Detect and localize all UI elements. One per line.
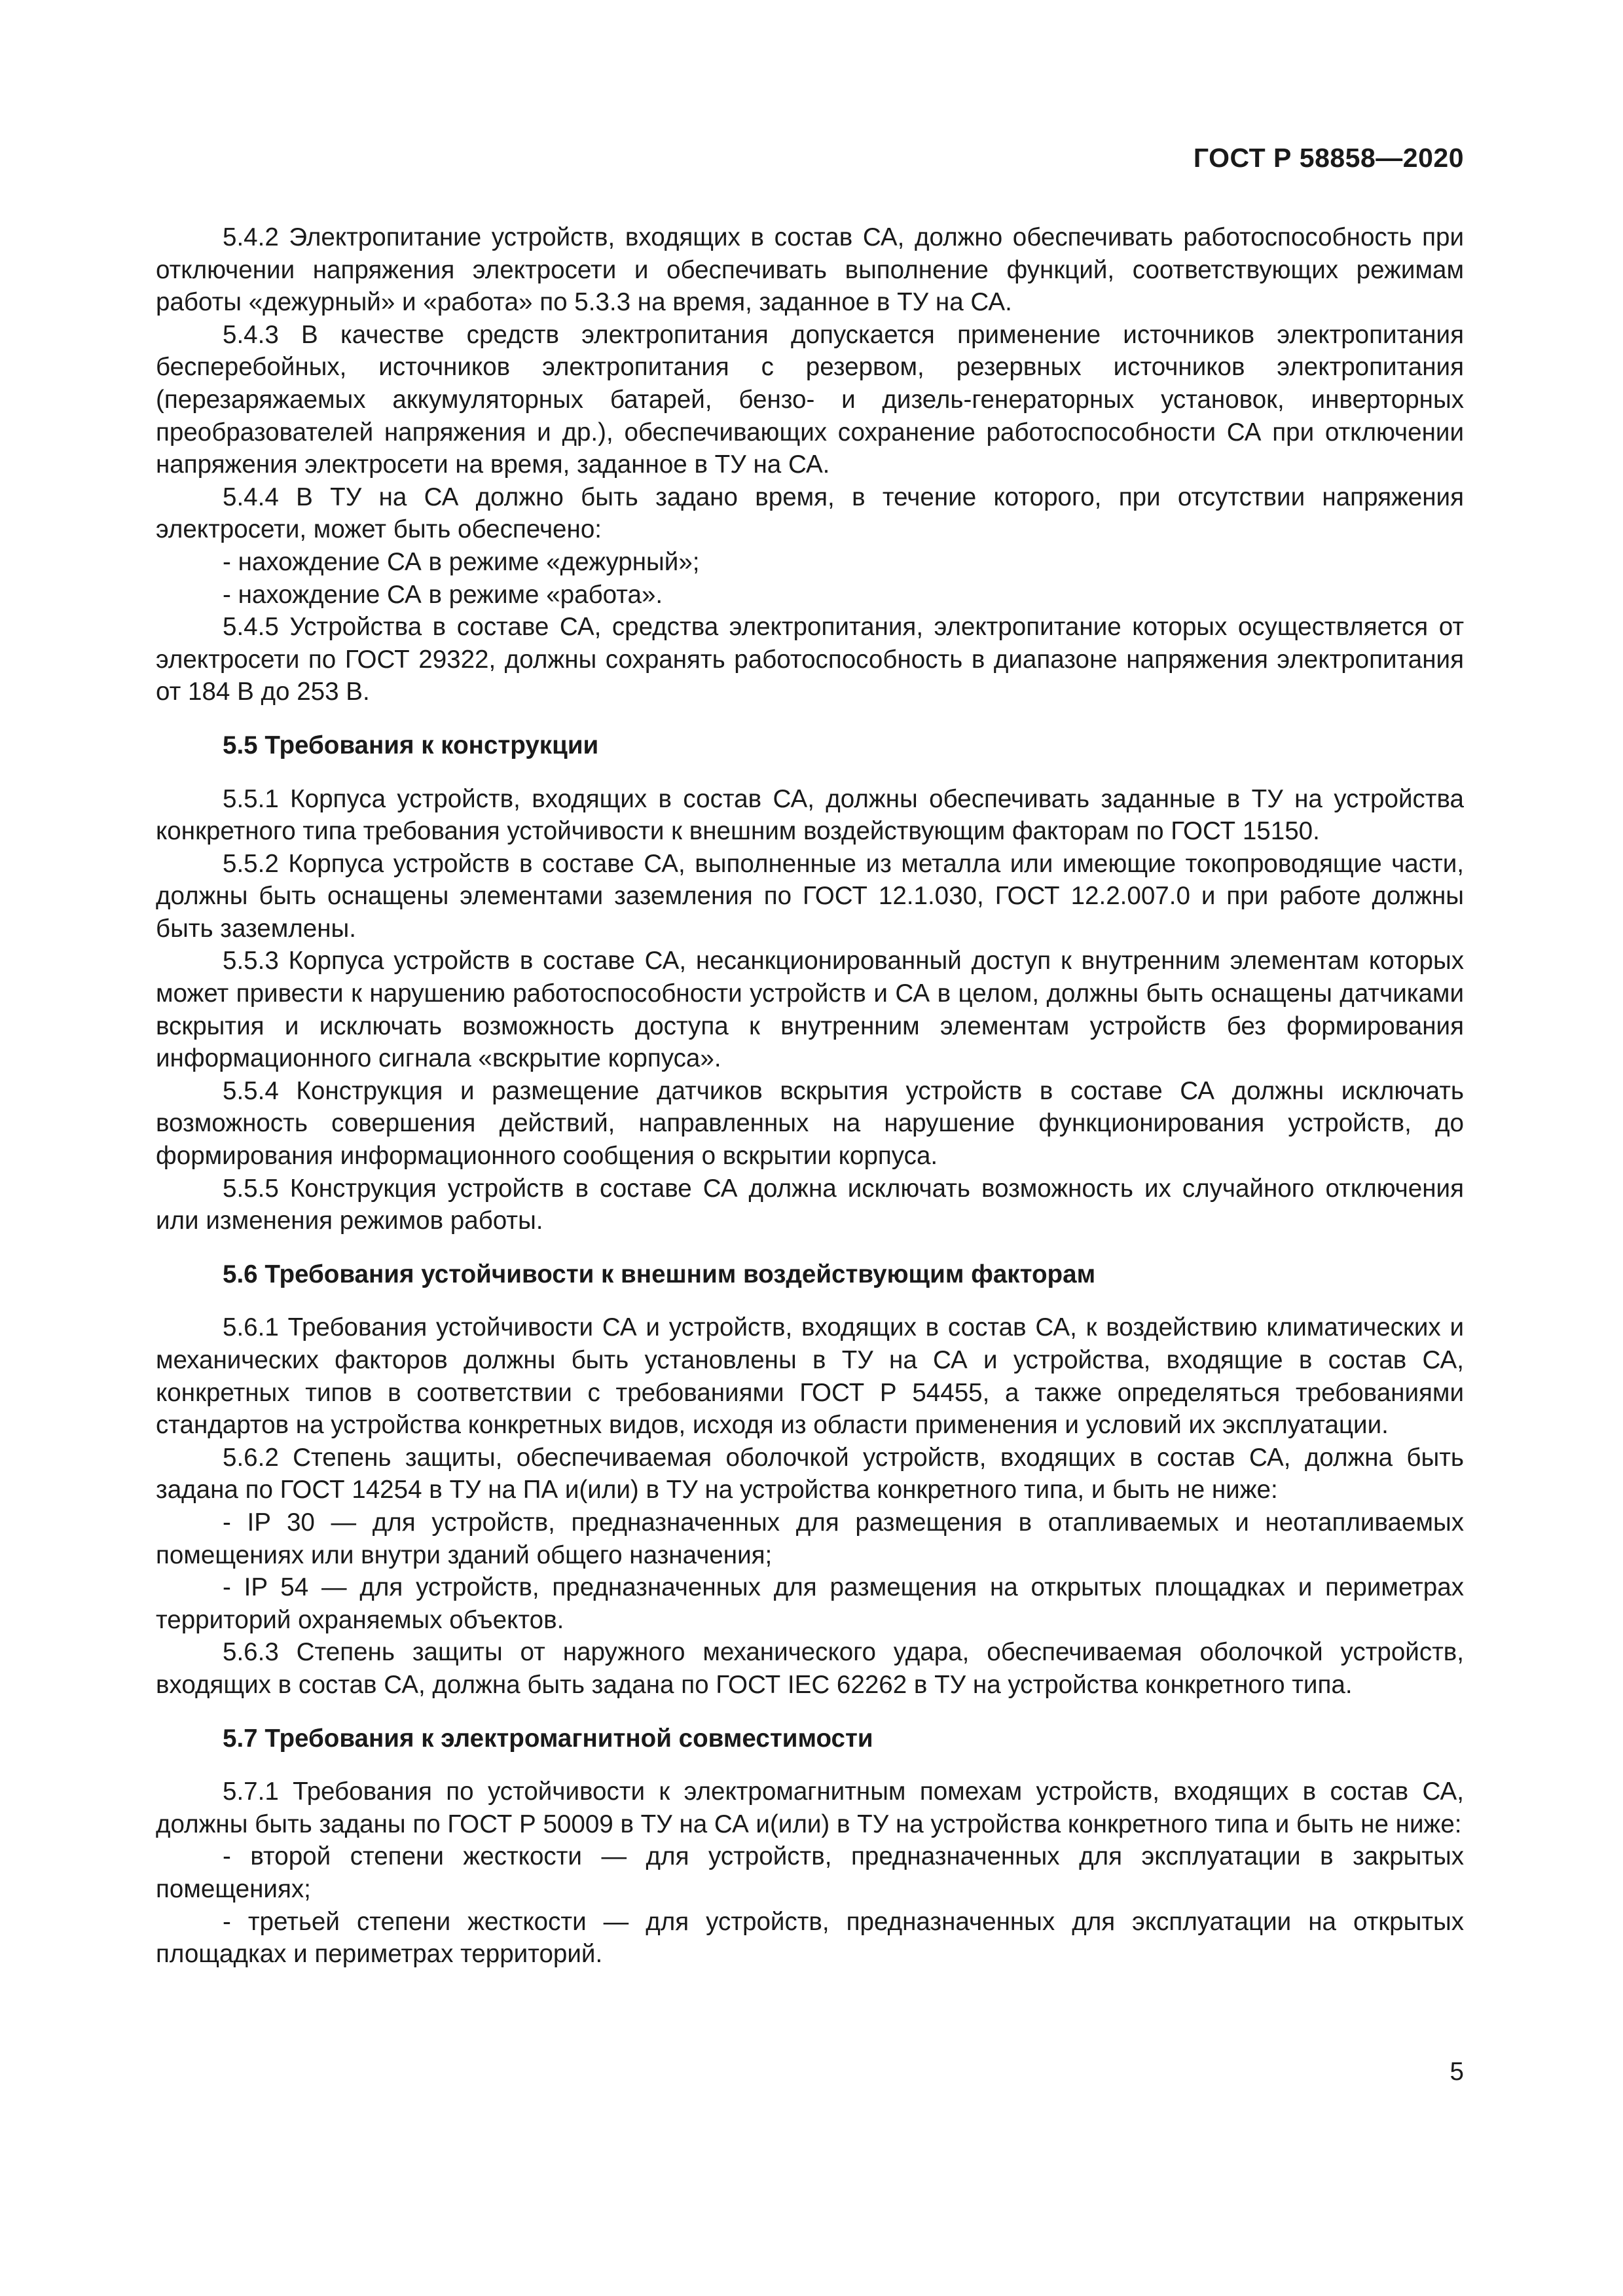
paragraph-5-5-2: 5.5.2 Корпуса устройств в составе СА, выполненные из металла или имеющие токопроводящие части, должны быть оснащены элементами заземления по ГОСТ 12.1.030, ГОСТ 12.2.007.0 и при работе должны быть заземлены. [156,849,1464,943]
paragraph-5-6-2: 5.6.2 Степень защиты, обеспечиваемая оболочкой устройств, входящих в состав СА, должна быть задана по ГОСТ 14254 в ТУ на ПА и(или) в ТУ на устройства конкретного типа, и быть не ниже: [156,1443,1464,1504]
list-item: - второй степени жесткости — для устройств, предназначенных для эксплуатации в закрытых помещениях; [156,1842,1464,1903]
list-item: - нахождение СА в режиме «дежурный»; [223,547,700,576]
document-body [156,221,1464,1971]
paragraph-5-4-2: 5.4.2 Электропитание устройств, входящих в состав СА, должно обеспечивать работоспособность при отключении напряжения электросети и обеспечивать выполнение функций, соответствующих режимам работы «дежурный» и «работа» по 5.3.3 на время, заданное в ТУ на СА. [156,223,1464,317]
list-item: - IP 54 — для устройств, предназначенных для размещения на открытых площадках и периметрах территорий охраняемых объектов. [156,1573,1464,1634]
section-heading-5-7: 5.7 Требования к электромагнитной совместимости [223,1724,873,1753]
section-heading-5-5: 5.5 Требования к конструкции [223,731,599,759]
paragraph-5-5-5: 5.5.5 Конструкция устройств в составе СА должна исключать возможность их случайного отключения или изменения режимов работы. [156,1174,1464,1235]
paragraph-5-5-4: 5.5.4 Конструкция и размещение датчиков вскрытия устройств в составе СА должны исключать возможность совершения действий, направленных на нарушение функционирования устройств, до формирования информационного сообщения о вскрытии корпуса. [156,1076,1464,1171]
list-item: - нахождение СА в режиме «работа». [223,580,663,609]
list-item: - третьей степени жесткости — для устройств, предназначенных для эксплуатации на открытых площадках и периметрах территорий. [156,1907,1464,1969]
list-item: - IP 30 — для устройств, предназначенных для размещения в отапливаемых и неотапливаемых помещениях или внутри зданий общего назначения; [156,1508,1464,1569]
section-heading-5-6: 5.6 Требования устойчивости к внешним воздействующим факторам [223,1260,1096,1288]
paragraph-5-6-3: 5.6.3 Степень защиты от наружного механического удара, обеспечиваемая оболочкой устройств, входящих в состав СА, должна быть задана по ГОСТ IEC 62262 в ТУ на устройства конкретного типа. [156,1638,1464,1699]
paragraph-5-6-1: 5.6.1 Требования устойчивости СА и устройств, входящих в состав СА, к воздействию климатических и механических факторов должны быть установлены в ТУ на СА и устройства, входящие в состав СА, конкретных типов в соответствии с требованиями ГОСТ Р 54455, а также определяться требованиями стандартов на устройства конкретных видов, исходя из области применения и условий их эксплуатации. [156,1313,1464,1440]
paragraph-5-7-1: 5.7.1 Требования по устойчивости к электромагнитным помехам устройств, входящих в состав СА, должны быть заданы по ГОСТ Р 50009 в ТУ на СА и(или) в ТУ на устройства конкретного типа и быть не ниже: [156,1777,1464,1838]
document-code-header: ГОСТ Р 58858—2020 [1193,143,1464,173]
paragraph-5-4-3: 5.4.3 В качестве средств электропитания допускается применение источников электропитания бесперебойных, источников электропитания с резервом, резервных источников электропитания (перезаряжаемых аккумуляторных батарей, бензо- и дизель-генераторных установок, инверторных преобразователей напряжения и др.), обеспечивающих сохранение работоспособности СА при отключении напряжения электросети на время, заданное в ТУ на СА. [156,320,1464,479]
paragraph-5-4-4: 5.4.4 В ТУ на СА должно быть задано время, в течение которого, при отсутствии напряжения электросети, может быть обеспечено: [156,483,1464,544]
paragraph-5-5-1: 5.5.1 Корпуса устройств, входящих в состав СА, должны обеспечивать заданные в ТУ на устройства конкретного типа требования устойчивости к внешним воздействующим факторам по ГОСТ 15150. [156,784,1464,846]
paragraph-5-4-5: 5.4.5 Устройства в составе СА, средства электропитания, электропитание которых осуществляется от электросети по ГОСТ 29322, должны сохранять работоспособность в диапазоне напряжения электропитания от 184 В до 253 В. [156,613,1464,706]
page-number: 5 [1450,2058,1464,2086]
paragraph-5-5-3: 5.5.3 Корпуса устройств в составе СА, несанкционированный доступ к внутренним элементам которых может привести к нарушению работоспособности устройств и СА в целом, должны быть оснащены датчиками вскрытия и исключать возможность доступа к внутренним элементам устройств без формирования информационного сигнала «вскрытие корпуса». [156,947,1464,1073]
